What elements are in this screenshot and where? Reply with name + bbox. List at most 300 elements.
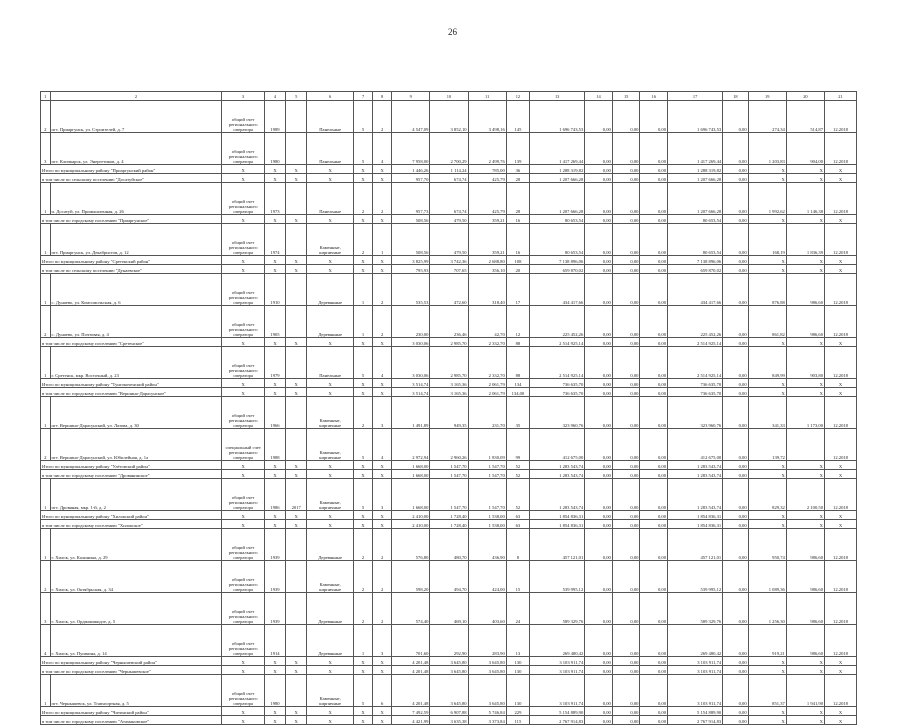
table-cell: 2	[41, 101, 51, 133]
summary-cell: X	[307, 657, 354, 666]
summary-cell: 134,00	[506, 388, 529, 397]
summary-cell: X	[825, 379, 857, 388]
table-cell: 1 417 269,44	[668, 133, 723, 165]
table-cell: г. Хилок, ул. Орджоникидзе, д. 5	[50, 593, 222, 625]
table-cell: 12.2018	[825, 183, 857, 215]
summary-cell: X	[286, 379, 307, 388]
table-cell: 0,00	[612, 529, 640, 561]
table-row	[41, 561, 857, 593]
summary-row	[41, 388, 857, 397]
table-cell: 412 675,00	[668, 429, 723, 461]
table-cell: 0,00	[585, 274, 613, 306]
summary-cell: X	[354, 520, 373, 529]
summary-cell: X	[373, 165, 392, 174]
table-cell: 903,80	[786, 347, 824, 379]
table-cell: 2	[354, 561, 373, 593]
summary-cell: X	[286, 265, 307, 274]
table-cell: Каменные, кирпичные	[307, 561, 354, 593]
table-cell	[786, 429, 824, 461]
table-cell: 0,00	[585, 347, 613, 379]
table-row	[41, 306, 857, 338]
summary-cell: X	[307, 511, 354, 520]
summary-cell: 1 207 666,28	[668, 174, 723, 183]
table-cell: 1 283 543,74	[530, 479, 585, 511]
summary-cell: 0,00	[640, 338, 668, 347]
summary-cell: X	[373, 388, 392, 397]
summary-cell: 359,21	[468, 215, 506, 224]
summary-cell: X	[373, 338, 392, 347]
table-cell: 1 207 666,28	[668, 183, 723, 215]
table-cell	[286, 397, 307, 429]
summary-cell: 1 288 319,82	[530, 165, 585, 174]
table-cell: 2	[373, 593, 392, 625]
summary-cell: 0,00	[612, 470, 640, 479]
summary-cell: X	[825, 165, 857, 174]
table-cell: 0,00	[640, 274, 668, 306]
table-cell: 359,21	[468, 224, 506, 256]
summary-cell: X	[222, 657, 264, 666]
table-cell: 4 201,48	[392, 675, 430, 707]
table-cell: 539 995,12	[668, 561, 723, 593]
table-cell: 3 103 911,74	[530, 675, 585, 707]
table-cell: 0,00	[612, 593, 640, 625]
table-cell: 1980	[264, 133, 285, 165]
summary-cell: X	[748, 461, 786, 470]
summary-label: в том числе по городскому поселению "Сретенское"	[41, 338, 222, 347]
summary-cell: 479,50	[430, 215, 468, 224]
summary-cell: 0,00	[585, 520, 613, 529]
summary-cell: 957,70	[392, 174, 430, 183]
summary-cell: X	[373, 256, 392, 265]
table-cell: 589 329,76	[530, 593, 585, 625]
table-cell: 3 852,10	[430, 101, 468, 133]
table-cell: 1986	[264, 479, 285, 511]
table-cell: 225 452,26	[668, 306, 723, 338]
summary-cell: X	[286, 174, 307, 183]
table-cell: 0,00	[640, 479, 668, 511]
table-cell: общий счет регионального оператора	[222, 133, 264, 165]
table-cell: общий счет регионального оператора	[222, 675, 264, 707]
table-cell: 2	[41, 429, 51, 461]
table-cell: 0,00	[612, 101, 640, 133]
summary-cell: 0,00	[723, 256, 748, 265]
summary-cell: 0,00	[585, 511, 613, 520]
table-cell: 0,00	[585, 101, 613, 133]
summary-cell: X	[307, 520, 354, 529]
table-cell: 2 499,76	[468, 133, 506, 165]
summary-cell: 3 103 911,74	[668, 666, 723, 675]
summary-cell: X	[748, 666, 786, 675]
table-cell: 12.2018	[825, 479, 857, 511]
summary-cell: 0,00	[585, 461, 613, 470]
table-cell: общий счет регионального оператора	[222, 183, 264, 215]
table-cell: пгт. Вершино-Дарасунский, ул. Юбилейная, д. 1а	[50, 429, 222, 461]
table-cell: 0,00	[585, 224, 613, 256]
table-cell: 1939	[264, 529, 285, 561]
summary-cell: 659 870,02	[668, 265, 723, 274]
summary-cell: X	[373, 716, 392, 725]
summary-cell: 0,00	[723, 461, 748, 470]
summary-cell: 0,00	[723, 265, 748, 274]
table-cell: 12.2018	[825, 675, 857, 707]
summary-cell: 2 410,00	[392, 520, 430, 529]
summary-cell: X	[748, 338, 786, 347]
summary-cell: X	[354, 256, 373, 265]
table-cell: 1 491,89	[392, 397, 430, 429]
table-cell: 1 941,90	[786, 675, 824, 707]
table-cell: 957,73	[392, 183, 430, 215]
summary-cell: 0,00	[612, 256, 640, 265]
summary-cell: 1 547,70	[430, 470, 468, 479]
table-cell: 1	[41, 529, 51, 561]
summary-cell: 0,00	[585, 338, 613, 347]
table-cell	[286, 529, 307, 561]
table-cell: 1939	[264, 593, 285, 625]
summary-cell: 2 514 925,14	[668, 338, 723, 347]
table-cell: 849,99	[748, 347, 786, 379]
summary-cell: 736 635,70	[530, 388, 585, 397]
summary-cell: X	[307, 379, 354, 388]
table-cell: 1	[354, 625, 373, 657]
table-cell: 0,00	[612, 133, 640, 165]
table-cell: 28	[506, 183, 529, 215]
table-cell: 0,00	[640, 224, 668, 256]
summary-cell: X	[222, 215, 264, 224]
summary-cell: X	[825, 265, 857, 274]
table-cell: 139	[506, 133, 529, 165]
summary-cell: X	[786, 707, 824, 716]
table-cell: 0,00	[640, 429, 668, 461]
table-cell: 12.2018	[825, 133, 857, 165]
table-cell: 1	[41, 479, 51, 511]
summary-cell: 0,00	[723, 215, 748, 224]
summary-cell: X	[786, 165, 824, 174]
table-cell: 0,00	[723, 101, 748, 133]
table-cell: 2 960,26	[430, 429, 468, 461]
summary-cell: X	[307, 165, 354, 174]
table-cell: 1966	[264, 397, 285, 429]
table-cell: 0,00	[723, 347, 748, 379]
summary-cell: X	[222, 265, 264, 274]
table-cell: 231,70	[468, 397, 506, 429]
summary-cell: 0,00	[640, 379, 668, 388]
summary-cell: 0,00	[612, 379, 640, 388]
header-cell: 17	[668, 92, 723, 101]
table-cell: 0,00	[612, 675, 640, 707]
summary-cell: X	[307, 256, 354, 265]
summary-cell: X	[307, 716, 354, 725]
table-cell: 424,00	[468, 561, 506, 593]
table-row	[41, 529, 857, 561]
summary-cell: X	[786, 666, 824, 675]
table-cell: 2	[41, 306, 51, 338]
table-cell: Панельные	[307, 101, 354, 133]
summary-cell: 785,00	[468, 165, 506, 174]
summary-cell: X	[264, 379, 285, 388]
summary-cell: 3 645,80	[430, 657, 468, 666]
table-cell: 80 653,54	[668, 224, 723, 256]
summary-cell: 3 165,36	[430, 388, 468, 397]
table-cell: 2	[373, 183, 392, 215]
summary-cell: X	[286, 256, 307, 265]
table-cell: 0,00	[585, 397, 613, 429]
summary-cell: X	[825, 388, 857, 397]
summary-cell: 5 154 889,90	[668, 707, 723, 716]
summary-cell: X	[786, 461, 824, 470]
table-cell: 986,60	[786, 625, 824, 657]
summary-cell: X	[373, 666, 392, 675]
table-cell: 3 103 911,74	[668, 675, 723, 707]
table-cell: 472,60	[430, 274, 468, 306]
summary-cell: 2 767 914,83	[668, 716, 723, 725]
table-cell: 1905	[264, 306, 285, 338]
table-cell: 323 960,76	[530, 397, 585, 429]
table-cell: 1 696 743,53	[668, 101, 723, 133]
table-cell: 12.2018	[825, 593, 857, 625]
table-cell: 469,10	[430, 593, 468, 625]
summary-cell: 0,00	[723, 388, 748, 397]
table-cell: пгт. Приаргунск, ул. Строителей, д. 7	[50, 101, 222, 133]
table-cell: 0,00	[612, 306, 640, 338]
summary-cell: X	[286, 165, 307, 174]
summary-cell: 5 746,84	[468, 707, 506, 716]
summary-cell: 0,00	[612, 165, 640, 174]
summary-cell: X	[354, 657, 373, 666]
summary-cell: 3 373,84	[468, 716, 506, 725]
summary-cell: 2 061,79	[468, 379, 506, 388]
summary-cell: 2 767 914,83	[530, 716, 585, 725]
table-cell	[286, 675, 307, 707]
table-cell: 3	[41, 133, 51, 165]
table-cell	[286, 625, 307, 657]
summary-cell: X	[373, 470, 392, 479]
table-cell: 1 547,70	[430, 479, 468, 511]
summary-cell: 0,00	[585, 165, 613, 174]
table-cell: 17	[506, 274, 529, 306]
summary-cell: 2 061,79	[468, 388, 506, 397]
table-cell: 139,72	[748, 429, 786, 461]
summary-cell: 1 668,00	[392, 470, 430, 479]
summary-cell: 2 985,70	[430, 338, 468, 347]
table-cell: 0,00	[723, 133, 748, 165]
table-cell: 0,00	[723, 675, 748, 707]
table-cell: 1 283 543,74	[668, 479, 723, 511]
table-cell: 0,00	[723, 593, 748, 625]
table-cell	[286, 101, 307, 133]
table-cell: 436,90	[468, 529, 506, 561]
summary-cell: 3 635,38	[430, 716, 468, 725]
table-cell: 80 653,54	[530, 224, 585, 256]
table-cell: Панельные	[307, 183, 354, 215]
summary-cell: 0,00	[640, 461, 668, 470]
table-cell: 0,00	[585, 625, 613, 657]
table-row	[41, 133, 857, 165]
table-cell: 1 173,00	[786, 397, 824, 429]
summary-cell: X	[222, 470, 264, 479]
table-cell: 403,60	[468, 593, 506, 625]
table-cell: 2 985,70	[430, 347, 468, 379]
summary-label: Итого по муниципальному району "Читинский район"	[41, 707, 222, 716]
summary-cell: X	[825, 666, 857, 675]
summary-cell: X	[786, 215, 824, 224]
summary-cell: 80 653,54	[668, 215, 723, 224]
table-cell: 589 329,76	[668, 593, 723, 625]
summary-cell: X	[748, 379, 786, 388]
summary-cell: 1 728,40	[430, 511, 468, 520]
summary-cell: X	[286, 388, 307, 397]
table-cell: 1	[41, 224, 51, 256]
summary-cell: 0,00	[585, 716, 613, 725]
summary-cell: X	[307, 470, 354, 479]
summary-cell: X	[373, 657, 392, 666]
summary-cell: X	[264, 716, 285, 725]
table-cell: 0,00	[723, 274, 748, 306]
table-cell: 3	[373, 397, 392, 429]
table-cell: 2 332,70	[468, 347, 506, 379]
table-cell: 1	[354, 274, 373, 306]
summary-cell: 3 645,80	[468, 666, 506, 675]
summary-cell: 36	[506, 165, 529, 174]
summary-cell: X	[222, 388, 264, 397]
table-cell: специальный счет регионального оператора	[222, 429, 264, 461]
summary-cell: 0,00	[585, 379, 613, 388]
table-cell: 0,00	[640, 593, 668, 625]
header-cell: 4	[264, 92, 285, 101]
table-cell: 0,00	[723, 397, 748, 429]
table-row	[41, 429, 857, 461]
summary-cell: 0,00	[612, 511, 640, 520]
summary-label: Итого по муниципальному району "Приаргунский район"	[41, 165, 222, 174]
table-cell: 4	[373, 347, 392, 379]
table-cell: общий счет регионального оператора	[222, 274, 264, 306]
summary-cell: 0,00	[585, 388, 613, 397]
table-cell: Деревянные	[307, 274, 354, 306]
summary-cell: 0,00	[612, 388, 640, 397]
table-cell: 269 480,42	[668, 625, 723, 657]
summary-cell: X	[286, 666, 307, 675]
summary-row	[41, 666, 857, 675]
table-cell: 1 203,83	[748, 133, 786, 165]
summary-cell: 7 492,59	[392, 707, 430, 716]
table-cell: 230,00	[392, 306, 430, 338]
summary-cell: 1 283 543,74	[668, 461, 723, 470]
summary-cell: X	[264, 256, 285, 265]
summary-cell: X	[786, 379, 824, 388]
summary-cell: X	[222, 256, 264, 265]
table-cell: 574,40	[392, 593, 430, 625]
summary-row	[41, 470, 857, 479]
summary-cell: 3 103 911,74	[668, 657, 723, 666]
summary-cell: X	[748, 520, 786, 529]
table-cell: 0,00	[585, 593, 613, 625]
summary-cell: 0,00	[640, 165, 668, 174]
table-cell: г. Сретенск, мкр. Восточный, д. 23	[50, 347, 222, 379]
summary-cell: X	[222, 461, 264, 470]
table-cell: 0,00	[585, 183, 613, 215]
table-cell: 3 498,16	[468, 101, 506, 133]
table-cell: 2 514 925,14	[668, 347, 723, 379]
table-cell: 225 452,26	[530, 306, 585, 338]
summary-cell: 3 514,74	[392, 388, 430, 397]
table-cell: 0,00	[612, 397, 640, 429]
summary-cell: X	[222, 174, 264, 183]
table-cell: 0,00	[723, 429, 748, 461]
summary-cell: 1 283 543,74	[668, 470, 723, 479]
table-cell: 1 089,36	[748, 561, 786, 593]
table-cell: 701,60	[392, 625, 430, 657]
summary-cell: X	[264, 338, 285, 347]
summary-cell: X	[307, 265, 354, 274]
table-cell: общий счет регионального оператора	[222, 529, 264, 561]
summary-row	[41, 511, 857, 520]
summary-cell: X	[264, 265, 285, 274]
summary-cell: X	[354, 461, 373, 470]
table-cell: 130	[506, 675, 529, 707]
table-cell: Каменные, кирпичные	[307, 397, 354, 429]
summary-cell: X	[307, 215, 354, 224]
summary-cell: 5 154 889,90	[530, 707, 585, 716]
summary-cell: X	[748, 470, 786, 479]
summary-cell: 707,65	[430, 265, 468, 274]
table-cell: 986,60	[786, 306, 824, 338]
summary-cell: X	[286, 461, 307, 470]
table-row	[41, 274, 857, 306]
table-cell: 2 100,50	[786, 479, 824, 511]
table-cell: 2	[373, 561, 392, 593]
table-cell: 0,00	[640, 625, 668, 657]
summary-cell: X	[354, 470, 373, 479]
table-cell: 480,70	[430, 529, 468, 561]
summary-cell: 4 421,99	[392, 716, 430, 725]
table-cell: 0,00	[612, 183, 640, 215]
summary-label: в том числе по городскому поселению "Вершино-Дарасунское"	[41, 388, 222, 397]
table-cell: 0,00	[723, 529, 748, 561]
table-cell: 292,90	[430, 625, 468, 657]
table-cell: 0,00	[585, 529, 613, 561]
header-cell: 18	[723, 92, 748, 101]
summary-cell: 2 688,80	[468, 256, 506, 265]
table-row	[41, 224, 857, 256]
summary-cell: X	[748, 511, 786, 520]
table-cell: пгт. Чернышевск, ул. Transпортная, д. 5	[50, 675, 222, 707]
summary-cell: X	[825, 174, 857, 183]
table-cell: 1914	[264, 625, 285, 657]
table-cell: 5	[354, 675, 373, 707]
summary-row	[41, 379, 857, 388]
table-cell	[286, 593, 307, 625]
summary-cell: 1 538,00	[468, 520, 506, 529]
table-cell: 2 514 925,14	[530, 347, 585, 379]
summary-cell: X	[264, 461, 285, 470]
summary-cell: X	[354, 511, 373, 520]
summary-cell: 0,00	[612, 215, 640, 224]
summary-cell: X	[825, 461, 857, 470]
table-cell: 269 480,42	[530, 625, 585, 657]
table-cell: 0,00	[585, 306, 613, 338]
summary-cell: 52	[506, 470, 529, 479]
summary-cell: X	[264, 165, 285, 174]
summary-cell: 0,00	[585, 666, 613, 675]
summary-cell: 0,00	[612, 265, 640, 274]
summary-cell: X	[264, 511, 285, 520]
table-cell: 4	[41, 625, 51, 657]
summary-cell: X	[786, 338, 824, 347]
table-cell: Каменные, кирпичные	[307, 675, 354, 707]
summary-cell: X	[286, 716, 307, 725]
header-cell: 14	[585, 92, 613, 101]
summary-cell: X	[222, 338, 264, 347]
summary-cell: X	[373, 265, 392, 274]
